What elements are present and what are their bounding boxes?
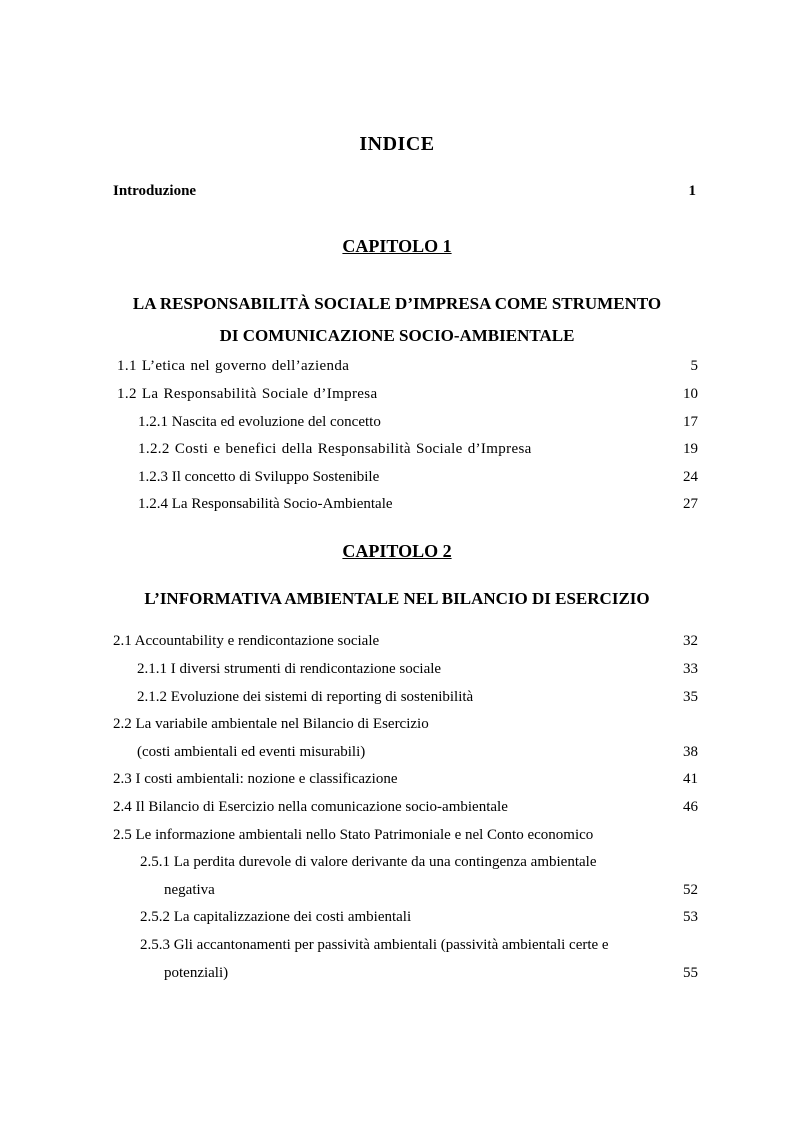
toc-entry: [0, 686, 794, 708]
toc-entry-label: 1.2.4 La Responsabilità Socio-Ambientale: [138, 496, 393, 512]
toc-entry-page: 10: [683, 386, 698, 402]
chapter-1-subtitle-line-1: LA RESPONSABILITÀ SOCIALE D’IMPRESA COME STRUMENTO: [132, 294, 662, 313]
toc-entry: [0, 438, 794, 460]
toc-entry-page: 24: [683, 469, 698, 485]
toc-entry-page: 55: [683, 965, 698, 981]
toc-entry-page: 1: [688, 183, 696, 199]
toc-entry-label: negativa: [164, 882, 215, 898]
toc-entry-page: 17: [683, 414, 698, 430]
toc-entry-label: 1.2.3 Il concetto di Sviluppo Sostenibile: [138, 469, 380, 485]
toc-entry-label: 1.2 La Responsabilità Sociale d’Impresa: [117, 386, 378, 402]
toc-entry-label: Introduzione: [113, 183, 197, 199]
toc-entry: [0, 906, 794, 928]
toc-entry-page: 52: [683, 882, 698, 898]
toc-entry: [0, 934, 794, 956]
toc-entry-label: 2.3 I costi ambientali: nozione e classificazione: [113, 771, 398, 787]
chapter-2-subtitle-line-1: L’INFORMATIVA AMBIENTALE NEL BILANCIO DI ESERCIZIO: [144, 589, 650, 608]
toc-entry-label: 2.2 La variabile ambientale nel Bilancio di Esercizio: [113, 716, 429, 732]
toc-entry-label: 2.5.2 La capitalizzazione dei costi ambientali: [140, 909, 412, 925]
toc-entry-label: (costi ambientali ed eventi misurabili): [137, 744, 366, 760]
toc-entry-page: 27: [683, 496, 698, 512]
toc-entry-label: 2.1.2 Evoluzione dei sistemi di reporting di sostenibilità: [137, 689, 474, 705]
toc-entry: [0, 741, 794, 763]
toc-entry-page: 33: [683, 661, 698, 677]
toc-entry-label: 2.5 Le informazione ambientali nello Stato Patrimoniale e nel Conto economico: [113, 827, 594, 843]
toc-entry: [0, 493, 794, 515]
toc-entry: [0, 658, 794, 680]
toc-entry-label: 1.1 L’etica nel governo dell’azienda: [117, 358, 350, 374]
toc-entry-page: 41: [683, 771, 698, 787]
page-title: INDICE: [359, 133, 435, 155]
toc-entry-label: 2.1 Accountability e rendicontazione sociale: [113, 633, 380, 649]
toc-entry-label: 1.2.1 Nascita ed evoluzione del concetto: [138, 414, 381, 430]
toc-entry-label: 2.5.1 La perdita durevole di valore derivante da una contingenza ambientale: [140, 854, 597, 870]
toc-entry-page: 38: [683, 744, 698, 760]
toc-entry: [0, 824, 794, 846]
toc-entry-page: 5: [690, 358, 698, 374]
toc-entry: [0, 411, 794, 433]
chapter-1-subtitle-line-2: DI COMUNICAZIONE SOCIO-AMBIENTALE: [219, 326, 575, 345]
toc-entry-label: 2.1.1 I diversi strumenti di rendicontazione sociale: [137, 661, 442, 677]
toc-entry-introduzione: [113, 183, 696, 200]
toc-entry: [0, 879, 794, 901]
chapter-1-heading: CAPITOLO 1: [342, 236, 452, 256]
toc-entry: [0, 962, 794, 984]
toc-entry: [0, 713, 794, 735]
toc-entry-page: 32: [683, 633, 698, 649]
toc-entry: [0, 768, 794, 790]
toc-entry-page: 46: [683, 799, 698, 815]
toc-entry: [0, 796, 794, 818]
chapter-2-heading: CAPITOLO 2: [342, 541, 452, 561]
toc-entry: [0, 466, 794, 488]
toc-entry-label: potenziali): [164, 965, 229, 981]
toc-entry: [0, 851, 794, 873]
toc-entry-page: 35: [683, 689, 698, 705]
toc-entry-label: 1.2.2 Costi e benefici della Responsabilità Sociale d’Impresa: [138, 441, 532, 457]
toc-entry-label: 2.5.3 Gli accantonamenti per passività ambientali (passività ambientali certe e: [140, 937, 609, 953]
toc-entry: [0, 383, 794, 405]
toc-entry: [0, 630, 794, 652]
toc-entry-label: 2.4 Il Bilancio di Esercizio nella comunicazione socio-ambientale: [113, 799, 508, 815]
toc-entry-page: 19: [683, 441, 698, 457]
toc-entry: [0, 355, 794, 377]
toc-entry-page: 53: [683, 909, 698, 925]
